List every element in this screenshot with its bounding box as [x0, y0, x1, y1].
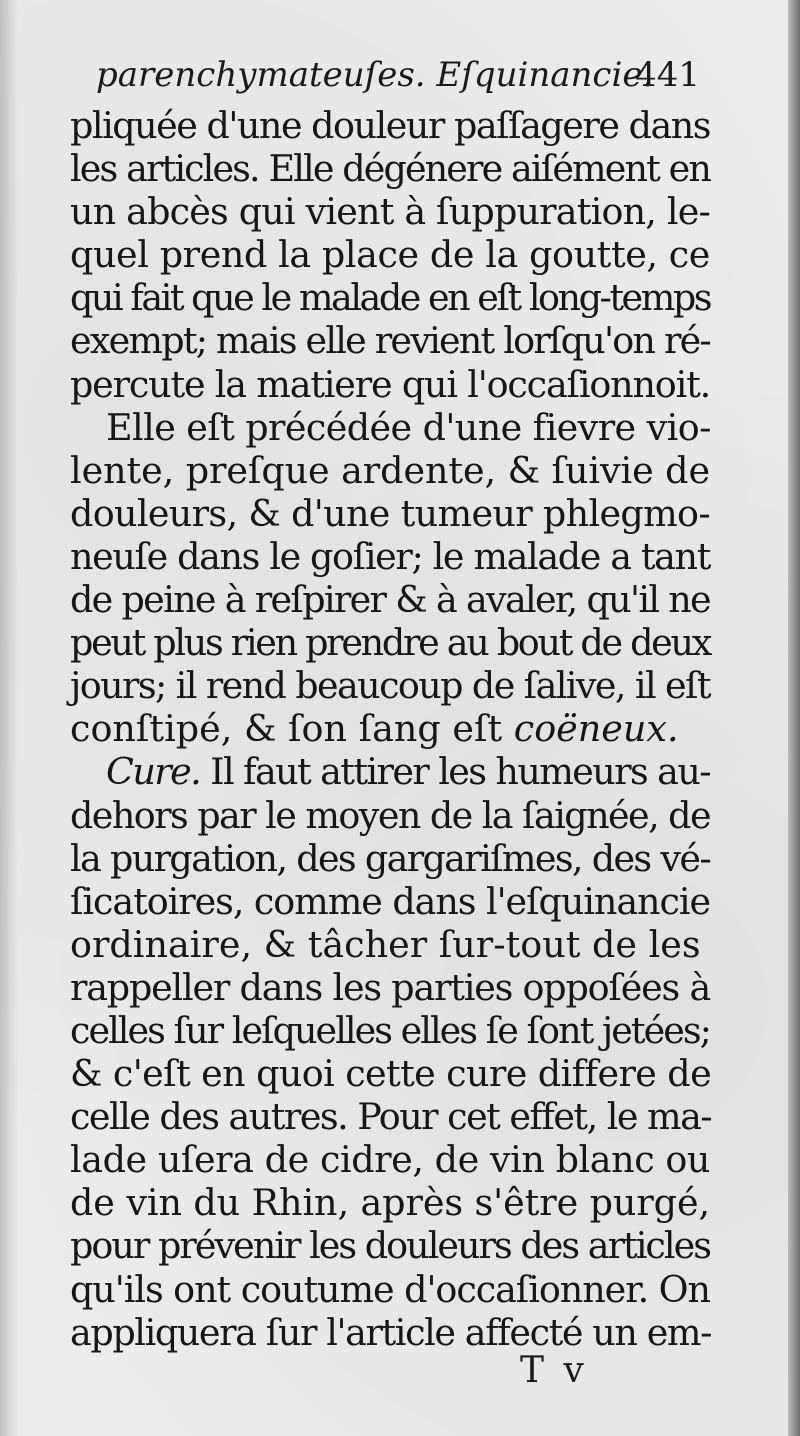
text-line — [70, 1052, 710, 1095]
running-head — [96, 50, 700, 100]
text-line — [70, 319, 710, 362]
line-text: conſtipé, & ſon ſang eſt — [70, 707, 503, 751]
line-text: lade uſera de cidre, de vin blanc ou — [70, 1138, 710, 1182]
signature-mark: T v — [520, 1350, 588, 1391]
text-line — [70, 1268, 710, 1311]
page-number: 441 — [635, 55, 700, 95]
text-line — [70, 190, 710, 233]
italic-word: coëneux. — [513, 707, 679, 751]
text-line — [70, 492, 710, 535]
line-text: qu'ils ont coutume d'occaſionner. On — [70, 1267, 710, 1311]
line-text: rappeller dans les parties oppoſées à — [70, 965, 711, 1009]
text-line — [70, 1138, 710, 1181]
line-text: ſicatoires, comme dans l'eſquinancie — [70, 879, 710, 923]
line-text: neuſe dans le goſier; le malade a tant — [70, 534, 710, 578]
text-line — [70, 406, 710, 449]
line-text: peut plus rien prendre au bout de deux — [70, 621, 710, 665]
line-text: percute la matiere qui l'occaſionnoit. — [70, 362, 711, 406]
line-text: lente, preſque ardente, & ſuivie de — [70, 448, 710, 492]
text-line — [70, 578, 710, 621]
text-line — [70, 923, 710, 966]
binding-shadow — [0, 0, 18, 1436]
line-text: quel prend la place de la goutte, ce — [70, 233, 710, 277]
text-line — [70, 104, 710, 147]
line-text: & c'eſt en quoi cette cure differe de — [70, 1052, 712, 1096]
text-line — [70, 1095, 710, 1138]
line-text: dehors par le moyen de la ſaignée, de — [70, 793, 710, 837]
line-text: Il faut attirer les humeurs au- — [210, 750, 710, 794]
line-text: de vin du Rhin, après s'être purgé, — [70, 1181, 710, 1225]
text-line — [70, 147, 710, 190]
text-line — [70, 535, 710, 578]
line-text: douleurs, & d'une tumeur phlegmo- — [70, 491, 710, 535]
line-text: la purgation, des gargariſmes, des vé- — [70, 836, 710, 880]
text-line — [70, 664, 710, 707]
line-text: jours; il rend beaucoup de ſalive, il eſt — [70, 664, 710, 708]
text-line — [70, 1311, 710, 1354]
text-line — [70, 1009, 710, 1052]
text-line — [70, 707, 710, 750]
text-line — [70, 794, 710, 837]
line-text: Elle eſt précédée d'une fievre vio- — [106, 405, 711, 449]
text-line — [70, 837, 710, 880]
text-line — [70, 621, 710, 664]
text-line — [70, 233, 710, 276]
text-line — [70, 276, 710, 319]
line-text: pour prévenir les douleurs des articles — [70, 1224, 710, 1268]
text-line — [70, 750, 710, 793]
line-text: pliquée d'une douleur paſſagere dans — [70, 104, 711, 147]
line-text: un abcès qui vient à ſuppuration, le- — [70, 190, 710, 234]
line-text: de peine à reſpirer & à avaler, qu'il ne — [70, 578, 710, 622]
text-line — [70, 449, 710, 492]
text-line — [70, 1224, 710, 1267]
text-line — [70, 880, 710, 923]
line-text: appliquera ſur l'article affecté un em- — [70, 1310, 712, 1354]
line-text: ordinaire, & tâcher ſur-tout de les — [70, 922, 701, 966]
page-edge — [788, 0, 800, 1436]
line-text: celle des autres. Pour cet effet, le ma- — [70, 1095, 712, 1139]
running-head-title: parenchymateuſes. Eſquinancie. — [96, 55, 654, 95]
text-line — [70, 966, 710, 1009]
body-text — [70, 104, 710, 1354]
line-text: les articles. Elle dégénere aiſément en — [70, 147, 710, 191]
text-line — [70, 1181, 710, 1224]
italic-lead: Cure. — [106, 750, 201, 794]
line-text: exempt; mais elle revient lorſqu'on ré- — [70, 319, 710, 363]
line-text: qui fait que le malade en eſt long-temps — [70, 276, 711, 320]
text-line — [70, 363, 710, 406]
line-text: celles ſur leſquelles elles ſe ſont jetées; — [70, 1008, 710, 1052]
